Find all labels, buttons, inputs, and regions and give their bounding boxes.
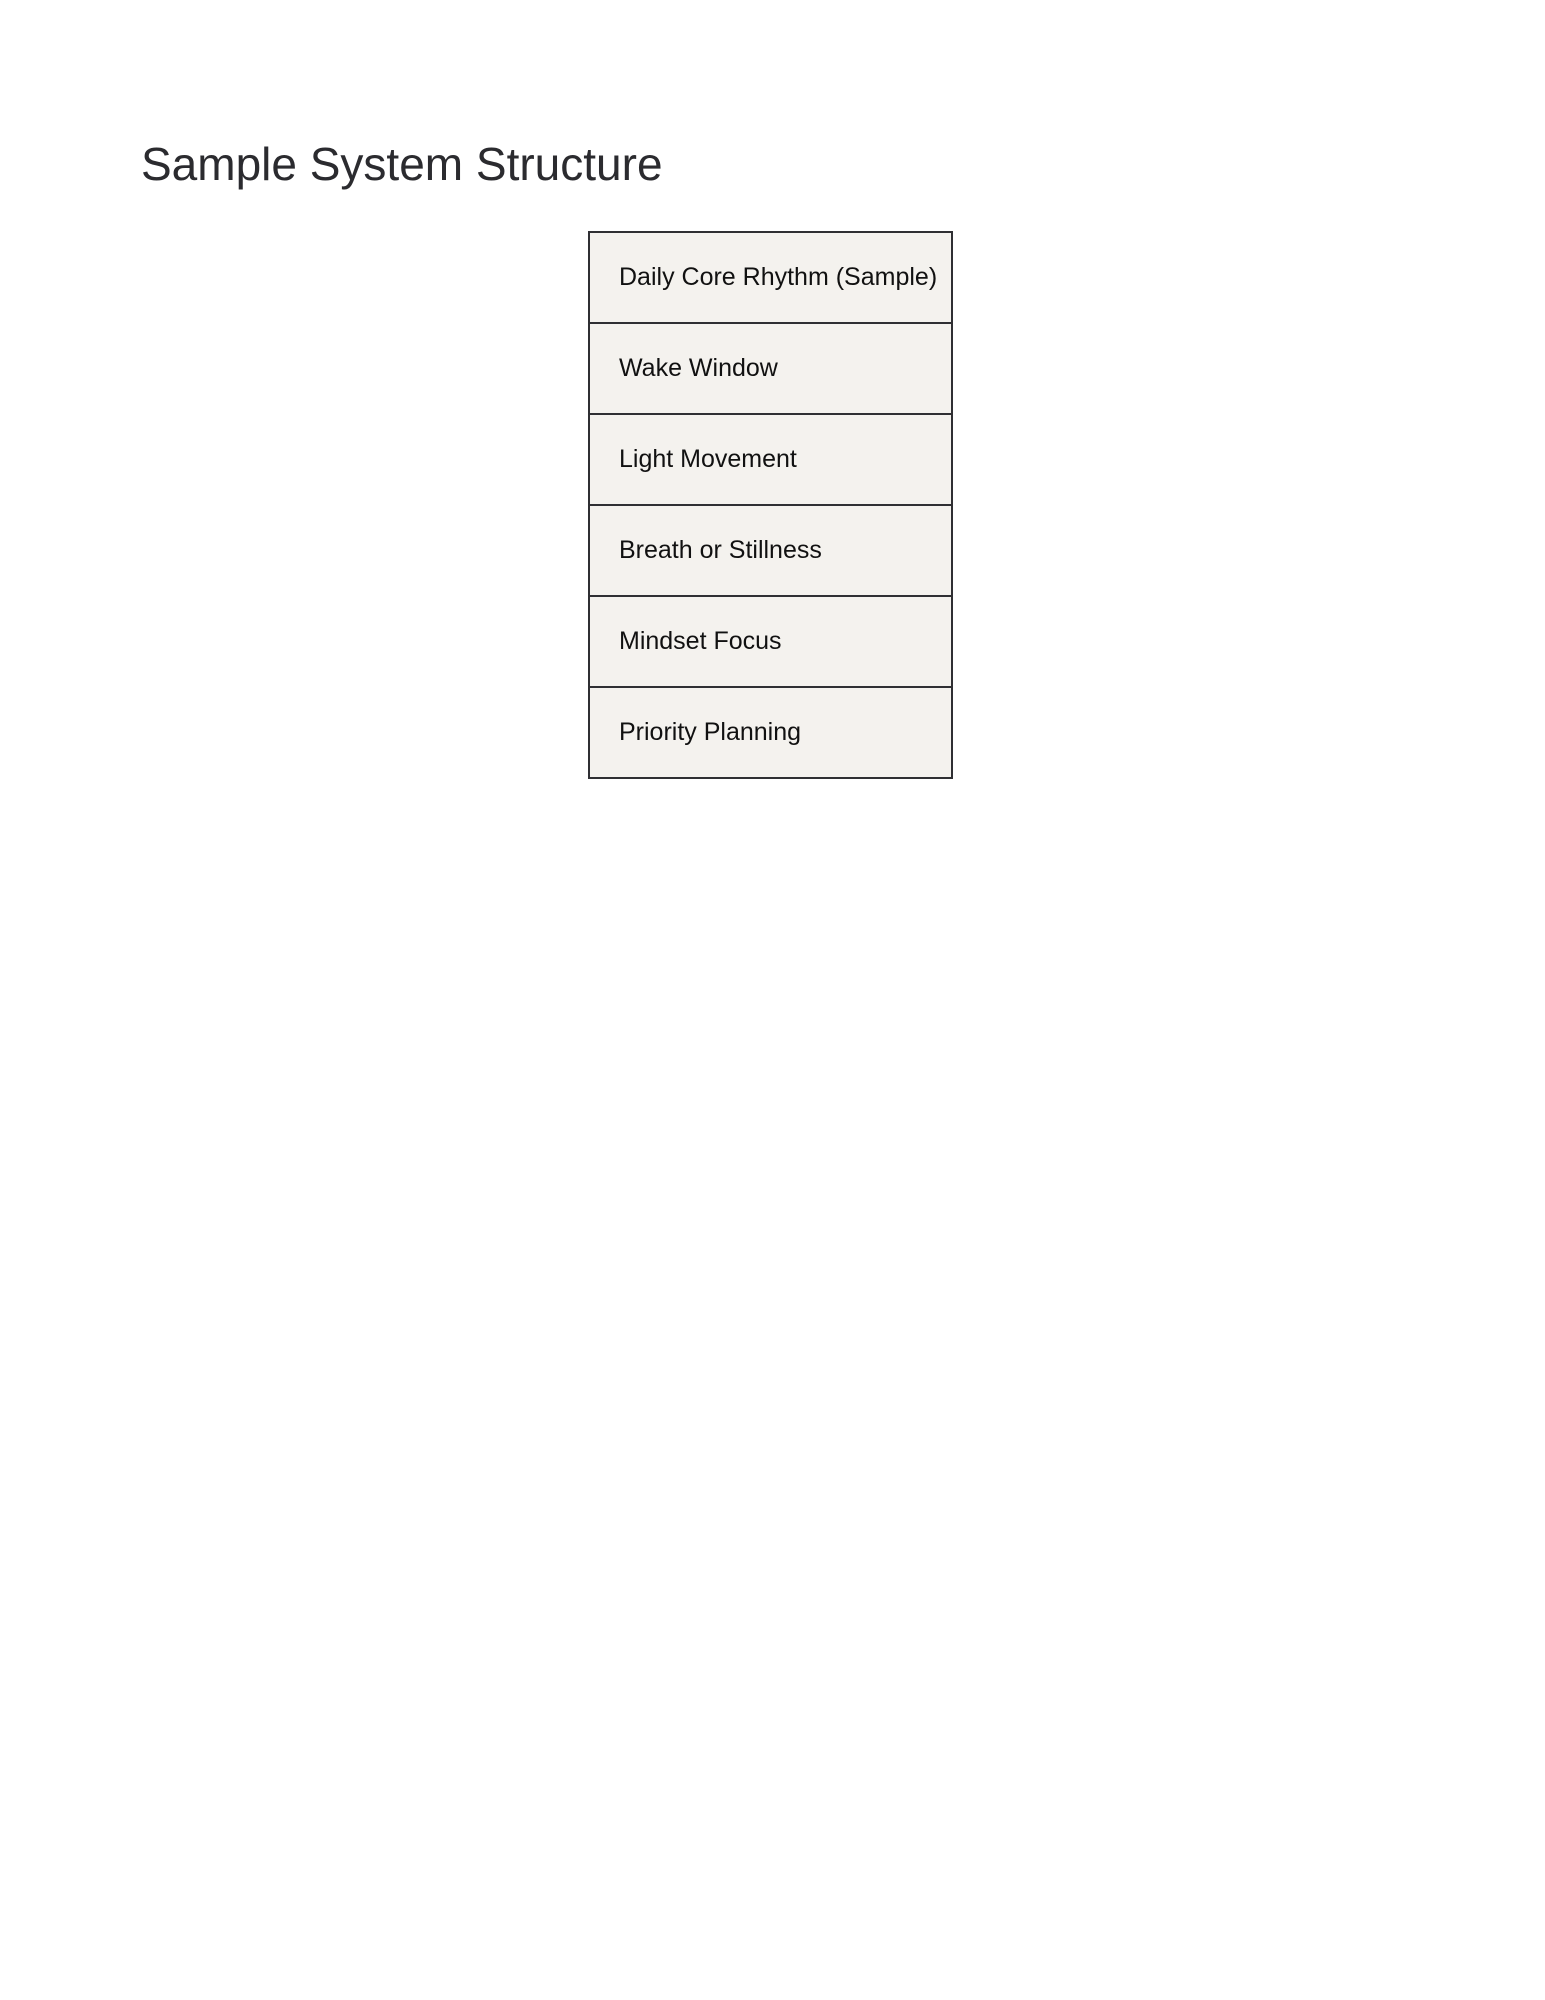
structure-row-light-movement: Light Movement [590, 413, 951, 504]
structure-row-wake-window: Wake Window [590, 322, 951, 413]
structure-row-breath-or-stillness: Breath or Stillness [590, 504, 951, 595]
structure-row-mindset-focus: Mindset Focus [590, 595, 951, 686]
structure-row-priority-planning: Priority Planning [590, 686, 951, 777]
structure-table [588, 231, 953, 779]
structure-row-header: Daily Core Rhythm (Sample) [619, 263, 938, 291]
page-title: Sample System Structure [141, 138, 663, 190]
